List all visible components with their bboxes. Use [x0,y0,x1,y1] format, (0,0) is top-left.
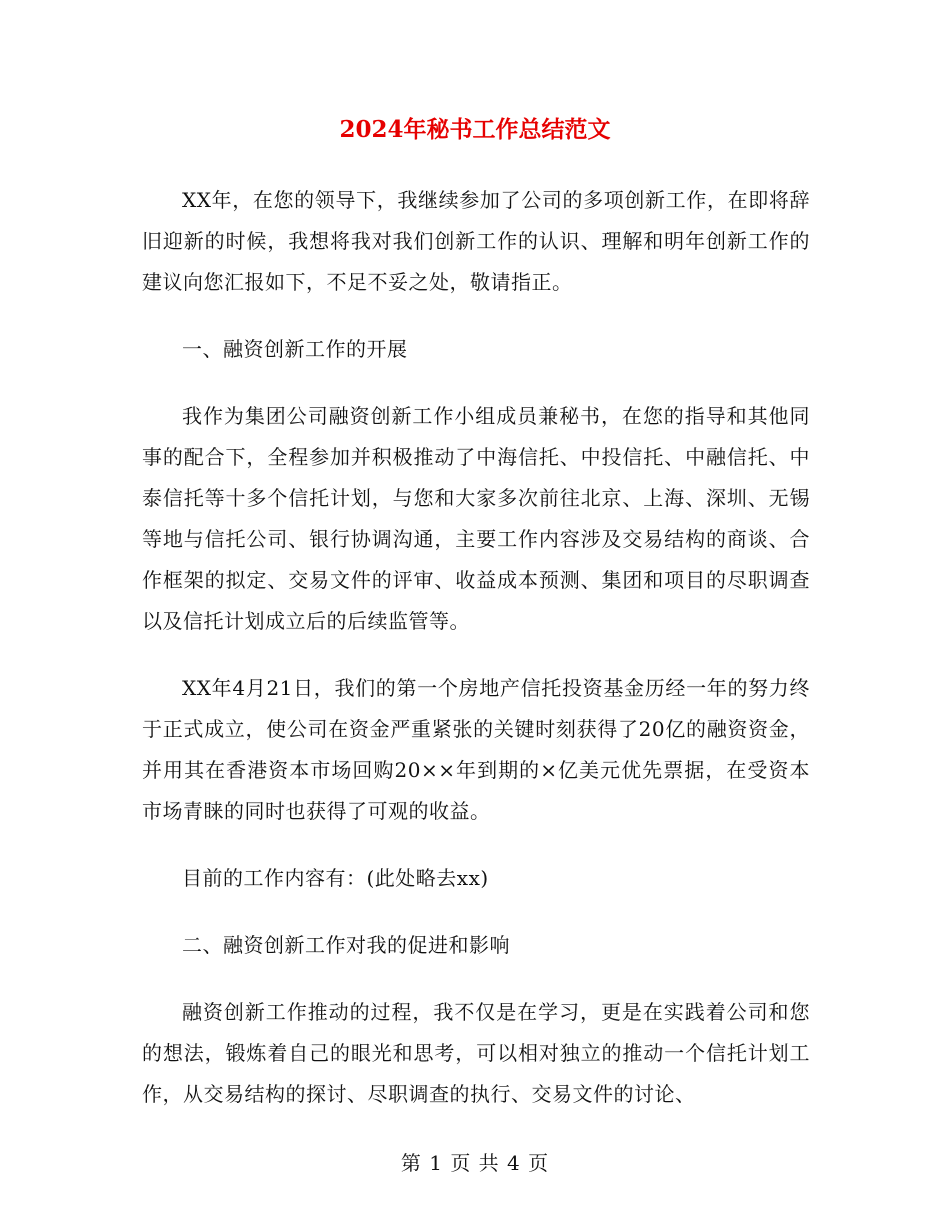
page-number-footer: 第 1 页 共 4 页 [400,1151,550,1175]
paragraph-trust-fund: XX年4月21日，我们的第一个房地产信托投资基金历经一年的努力终于正式成立，使公司在资金严重紧张的关键时刻获得了20亿的融资资金，并用其在香港资本市场回购20××年到期的×亿美元优先票据，在受资本市场青睐的同时也获得了可观的收益。 [142,676,810,823]
section-heading-2: 二、融资创新工作对我的促进和影响 [182,933,510,957]
paragraph-current-work: 目前的工作内容有：(此处略去xx) [182,866,489,890]
document-title: 2024年秘书工作总结范文 [339,116,611,143]
section-heading-1: 一、融资创新工作的开展 [182,337,408,361]
paragraph-intro: XX年，在您的领导下，我继续参加了公司的多项创新工作，在即将辞旧迎新的时候，我想将我对我们创新工作的认识、理解和明年创新工作的建议向您汇报如下，不足不妥之处，敬请指正。 [142,188,810,294]
paragraph-financing-work: 我作为集团公司融资创新工作小组成员兼秘书，在您的指导和其他同事的配合下，全程参加并积极推动了中海信托、中投信托、中融信托、中泰信托等十多个信托计划，与您和大家多次前往北京、上海、深圳、无锡等地与信托公司、银行协调沟通，主要工作内容涉及交易结构的商谈、合作框架的拟定、交易文件的评审、收益成本预测、集团和项目的尽职调查以及信托计划成立后的后续监管等。 [142,404,810,633]
paragraph-impact: 融资创新工作推动的过程，我不仅是在学习，更是在实践着公司和您的想法，锻炼着自己的眼光和思考，可以相对独立的推动一个信托计划工作，从交易结构的探讨、尽职调查的执行、交易文件的讨论、 [142,1000,810,1106]
document-body [142,180,810,1141]
